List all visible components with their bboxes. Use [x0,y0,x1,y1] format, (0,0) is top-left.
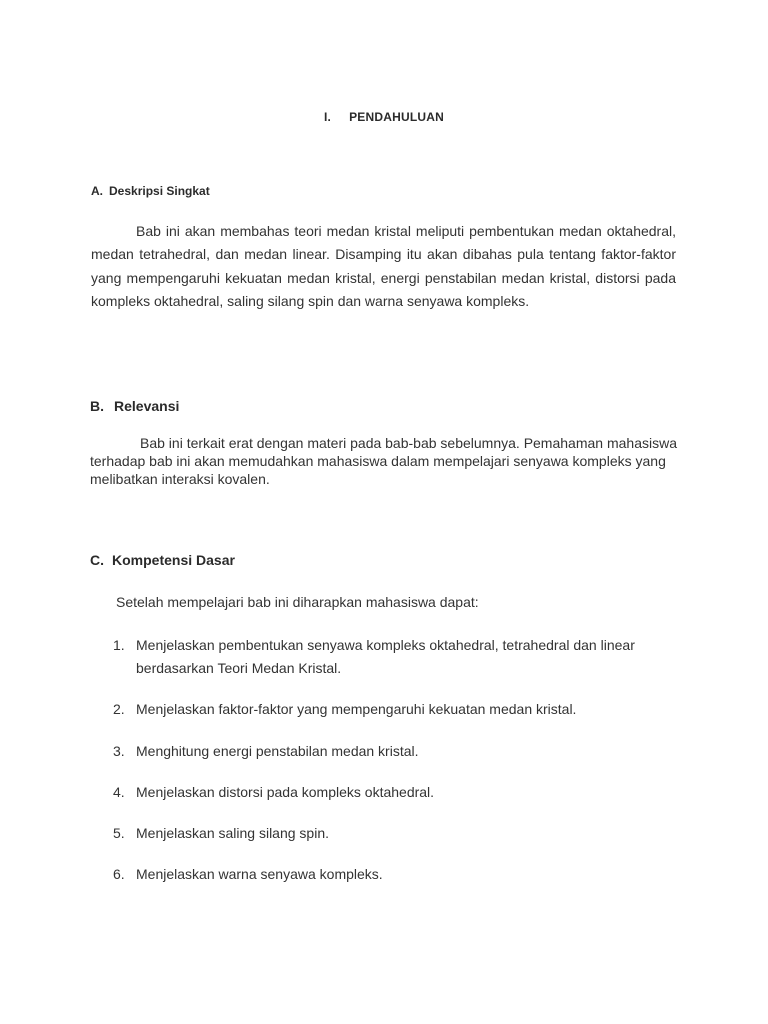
list-item-number: 1. [113,637,125,653]
section-c-heading [90,552,235,568]
list-item-number: 2. [113,701,125,718]
list-item-number: 5. [113,825,125,842]
list-item-text: Menjelaskan distorsi pada kompleks oktahedral. [136,783,435,800]
list-item-number: 4. [113,783,125,800]
section-b-paragraph [90,434,680,488]
list-item [113,698,713,721]
list-item [113,634,713,680]
section-c-letter: C. [90,552,104,568]
section-b-title: Relevansi [114,398,180,414]
list-item-number: 3. [113,742,125,759]
section-a-paragraph-text: Bab ini akan membahas teori medan kristal meliputi pembentukan medan oktahedral, medan tetrahedral, dan medan linear. Disamping itu akan dibahas pula tentang faktor-faktor yang mempengaruhi kekuatan medan kristal, energi penstabilan medan kristal, distorsi pada kompleks oktahedral, saling silang spin dan warna senyawa kompleks. [91,223,676,310]
list-item [113,781,713,804]
list-item-text: Menjelaskan warna senyawa kompleks. [136,866,383,883]
list-item-text: Menghitung energi penstabilan medan kristal. [136,742,419,759]
chapter-number: I. [324,110,332,124]
section-a-heading [91,184,210,198]
chapter-title-text: PENDAHULUAN [349,110,444,124]
section-a-paragraph [91,220,676,314]
list-item-text: Menjelaskan faktor-faktor yang mempengaruhi kekuatan medan kristal. [136,701,577,718]
list-item-number: 6. [113,866,125,883]
competency-list [113,634,713,905]
list-item [113,863,713,886]
section-b-letter: B. [90,398,104,414]
section-c-intro: Setelah mempelajari bab ini diharapkan mahasiswa dapat: [116,594,479,610]
list-item [113,740,713,763]
list-item-text: Menjelaskan saling silang spin. [136,825,329,842]
section-a-title: Deskripsi Singkat [109,184,210,198]
section-b-paragraph-text: Bab ini terkait erat dengan materi pada bab-bab sebelumnya. Pemahaman mahasiswa terhadap bab ini akan memudahkan mahasiswa dalam mempelajari senyawa kompleks yang melibatkan interaksi kovalen. [90,435,677,487]
list-item-text: Menjelaskan pembentukan senyawa kompleks oktahedral, tetrahedral dan linear berdasarkan Teori Medan Kristal. [136,637,635,676]
chapter-title [0,110,768,124]
section-b-heading [90,398,179,414]
list-item [113,822,713,845]
section-a-letter: A. [91,184,103,198]
section-c-title: Kompetensi Dasar [112,552,235,568]
